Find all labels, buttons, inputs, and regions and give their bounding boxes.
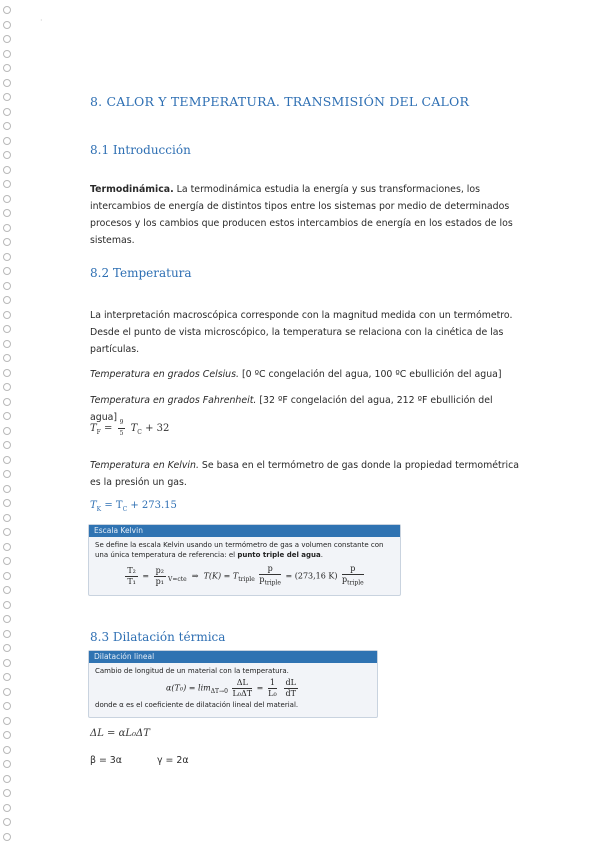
chapter-title: 8. CALOR Y TEMPERATURA. TRANSMISIÓN DEL CALOR (90, 94, 470, 109)
binder-ring (3, 108, 11, 116)
binder-ring (3, 470, 11, 478)
binder-ring (3, 122, 11, 130)
dilatation-box-header: Dilatación lineal (89, 651, 377, 663)
binder-ring (3, 427, 11, 435)
binder-ring (3, 615, 11, 623)
binder-ring (3, 630, 11, 638)
kelvin-box-header: Escala Kelvin (89, 525, 400, 537)
temperature-paragraph: La interpretación macroscópica corresponde con la magnitud medida con un termómetro. Desde el punto de vista microscópico, la temperatura se relaciona con la cinética de las partículas. (90, 310, 513, 355)
kelvin-box-text: Se define la escala Kelvin usando un termómetro de gas a volumen constante con una única temperatura de referencia: el punto triple del agua. (95, 541, 384, 559)
binder-ring (3, 746, 11, 754)
binder-ring (3, 35, 11, 43)
fahrenheit-line: Temperatura en grados Fahrenheit. [32 ºF congelación del agua, 212 ºF ebullición del agua] (90, 395, 493, 423)
binder-ring (3, 441, 11, 449)
binder-ring (3, 195, 11, 203)
gamma-relation: γ = 2α (157, 755, 189, 766)
binder-ring (3, 702, 11, 710)
binder-ring (3, 180, 11, 188)
binder-ring (3, 238, 11, 246)
binder-ring (3, 514, 11, 522)
binder-ring (3, 760, 11, 768)
term-termodinamica: Termodinámica. (90, 184, 174, 195)
linear-dilatation-box (88, 650, 378, 718)
binder-ring (3, 340, 11, 348)
binder-ring (3, 93, 11, 101)
binder-ring (3, 731, 11, 739)
binder-ring (3, 354, 11, 362)
binder-ring (3, 644, 11, 652)
binder-ring (3, 818, 11, 826)
kelvin-scale-box (88, 524, 401, 596)
binder-ring (3, 412, 11, 420)
binder-ring (3, 398, 11, 406)
section-title-temperature: 8.2 Temperatura (90, 266, 192, 280)
intro-paragraph: Termodinámica. La termodinámica estudia la energía y sus transformaciones, los intercambios de energía de distintos tipos entre los sistemas por medio de determinados procesos y los cambios que producen estos intercambios de energía en los estados de los sistemas. (90, 184, 513, 246)
dilatation-formula: ΔL = αL₀ΔT (90, 728, 150, 739)
dilatation-box-formula: $\alpha(T_0) = \lim_{\Delta T\to 0}$ $\frac{\Delta L}{\text{L₀ΔT}}$ = $\frac{1}{\text{L₀}}$ $\frac{dL}{dT}$ (166, 678, 296, 698)
binder-ring (3, 456, 11, 464)
binder-ring (3, 253, 11, 261)
binder-ring (3, 325, 11, 333)
binder-ring (3, 267, 11, 275)
binder-ring (3, 499, 11, 507)
binder-ring (3, 833, 11, 841)
binder-ring (3, 224, 11, 232)
binder-ring (3, 209, 11, 217)
binder-ring (3, 383, 11, 391)
binder-ring (3, 601, 11, 609)
dilatation-box-footnote: donde α es el coeficiente de dilatación lineal del material. (95, 701, 299, 709)
binder-ring (3, 311, 11, 319)
binder-ring (3, 151, 11, 159)
fahrenheit-formula: $T_F$ = $\frac{9}{5}$ $T_C + 32$ (90, 419, 170, 437)
binder-ring (3, 282, 11, 290)
page-mark: · (40, 16, 43, 25)
kelvin-box-formula: $\frac{\text{T₂}}{\text{T₁}}$ = $\frac{\text{p₂}}{\text{p₁}}$ $_{V=cte}$ ⇒ $T(K) = T_{triple}$ $\frac{p}{p_{triple}}$ = (273,16 K) $\frac{p}{p_{triple}}$ (127, 564, 364, 587)
binder-ring (3, 775, 11, 783)
binder-rings (3, 0, 17, 848)
binder-ring (3, 673, 11, 681)
binder-ring (3, 485, 11, 493)
binder-ring (3, 296, 11, 304)
binder-ring (3, 688, 11, 696)
celsius-line: Temperatura en grados Celsius. [0 ºC congelación del agua, 100 ºC ebullición del agua] (90, 369, 502, 380)
kelvin-formula: $T_K = T_C + 273.15$ (90, 500, 177, 513)
section-title-dilatation: 8.3 Dilatación térmica (90, 630, 226, 644)
binder-ring (3, 572, 11, 580)
binder-ring (3, 369, 11, 377)
binder-ring (3, 557, 11, 565)
binder-ring (3, 586, 11, 594)
binder-ring (3, 789, 11, 797)
section-title-introduction: 8.1 Introducción (90, 143, 191, 157)
binder-ring (3, 543, 11, 551)
binder-ring (3, 659, 11, 667)
binder-ring (3, 21, 11, 29)
binder-ring (3, 528, 11, 536)
binder-ring (3, 137, 11, 145)
binder-ring (3, 50, 11, 58)
binder-ring (3, 804, 11, 812)
binder-ring (3, 79, 11, 87)
dilatation-box-text: Cambio de longitud de un material con la temperatura. (95, 667, 289, 675)
binder-ring (3, 166, 11, 174)
kelvin-paragraph: Temperatura en Kelvin. Se basa en el termómetro de gas donde la propiedad termométrica es la presión un gas. (90, 460, 520, 488)
binder-ring (3, 64, 11, 72)
binder-ring (3, 6, 11, 14)
beta-relation: β = 3α (90, 755, 122, 766)
binder-ring (3, 717, 11, 725)
